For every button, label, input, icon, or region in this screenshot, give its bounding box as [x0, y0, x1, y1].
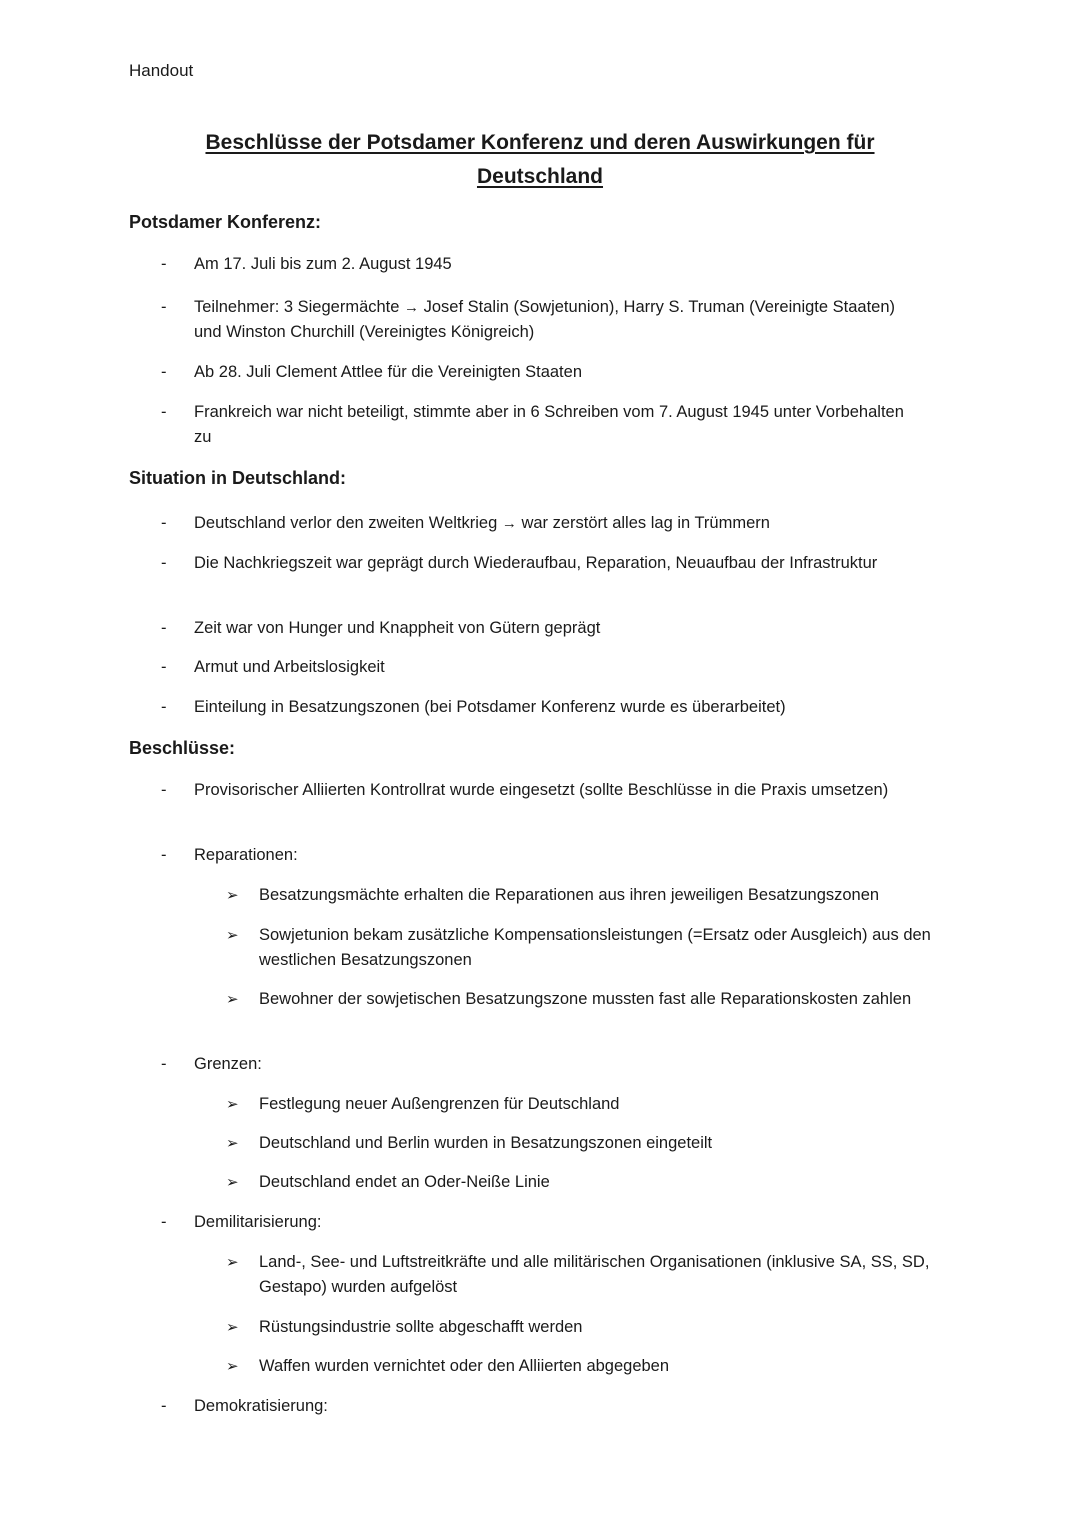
item-text: Land-, See- und Luftstreitkräfte und alle militärischen Organisationen (inklusive SA, SS, SD, Gestapo) wurden aufgelöst — [259, 1253, 930, 1296]
arrow-bullet-icon: ➢ — [226, 1135, 239, 1152]
sub-list-item — [226, 1170, 949, 1195]
list-item — [194, 295, 924, 345]
list-item: - Frankreich war nicht beteiligt, stimmte aber in 6 Schreiben vom 7. August 1945 unter Vorbehalten zu — [194, 400, 924, 450]
list-item-reparationen: - Reparationen: — [194, 843, 924, 868]
list-item-demilitarisierung: - Demilitarisierung: — [194, 1210, 924, 1235]
arrow-bullet-icon: ➢ — [226, 1254, 239, 1271]
section-heading-situation: Situation in Deutschland: — [129, 468, 347, 488]
list-item-grenzen: - Grenzen: — [194, 1052, 924, 1077]
header-label: Handout — [129, 61, 194, 80]
section-heading-potsdamer-konferenz: Potsdamer Konferenz: — [129, 212, 322, 232]
sub-list-item — [226, 987, 949, 1012]
arrow-bullet-icon: ➢ — [226, 927, 239, 944]
sub-list-item — [226, 1250, 949, 1300]
arrow-bullet-icon: ➢ — [226, 1358, 239, 1375]
sub-list-item — [226, 1092, 949, 1117]
item-text: Waffen wurden vernichtet oder den Alliierten abgegeben — [259, 1357, 670, 1375]
item-text: Bewohner der sowjetischen Besatzungszone mussten fast alle Reparationskosten zahlen — [259, 990, 912, 1008]
item-text: Teilnehmer: 3 Siegermächte — [194, 298, 405, 316]
arrow-bullet-icon: ➢ — [226, 1174, 239, 1191]
arrow-bullet-icon: ➢ — [226, 991, 239, 1008]
item-text: Deutschland und Berlin wurden in Besatzungszonen eingeteilt — [259, 1134, 713, 1152]
arrow-bullet-icon: ➢ — [226, 887, 239, 904]
arrow-bullet-icon: ➢ — [226, 1096, 239, 1113]
list-item — [194, 511, 924, 536]
list-item: - Am 17. Juli bis zum 2. August 1945 — [194, 252, 924, 277]
list-item-demokratisierung: - Demokratisierung: — [194, 1394, 924, 1419]
item-text: Besatzungsmächte erhalten die Reparationen aus ihren jeweiligen Besatzungszonen — [259, 886, 880, 904]
list-item: - Ab 28. Juli Clement Attlee für die Vereinigten Staaten — [194, 360, 924, 385]
section-heading-beschluesse: Beschlüsse: — [129, 738, 236, 758]
title-line-1: Beschlüsse der Potsdamer Konferenz und deren Auswirkungen für — [205, 131, 875, 154]
list-item: - Armut und Arbeitslosigkeit — [194, 655, 924, 680]
sub-list-item — [226, 1315, 949, 1340]
item-text: Sowjetunion bekam zusätzliche Kompensationsleistungen (=Ersatz oder Ausgleich) aus den westlichen Besatzungszonen — [259, 926, 931, 969]
sub-list-item — [226, 923, 949, 973]
sub-list-item — [226, 1131, 949, 1156]
sub-list-item — [226, 1354, 949, 1379]
item-text: Deutschland verlor den zweiten Weltkrieg — [194, 514, 502, 532]
right-arrow-icon: → — [404, 299, 420, 316]
item-text: Josef Stalin (Sowjetunion), Harry S. Truman (Vereinigte Staaten) und Winston Churchill (Vereinigtes Königreich) — [194, 298, 896, 341]
item-text: Deutschland endet an Oder-Neiße Linie — [259, 1173, 550, 1191]
item-text: Festlegung neuer Außengrenzen für Deutschland — [259, 1095, 620, 1113]
list-item: - Einteilung in Besatzungszonen (bei Potsdamer Konferenz wurde es überarbeitet) — [194, 695, 924, 720]
item-text: Rüstungsindustrie sollte abgeschafft werden — [259, 1318, 583, 1336]
title-line-2: Deutschland — [476, 165, 604, 188]
arrow-bullet-icon: ➢ — [226, 1319, 239, 1336]
right-arrow-icon: → — [501, 515, 517, 532]
item-text: war zerstört alles lag in Trümmern — [516, 514, 770, 532]
list-item: - Die Nachkriegszeit war geprägt durch Wiederaufbau, Reparation, Neuaufbau der Infrastruktur — [194, 551, 924, 576]
document-title — [150, 126, 930, 194]
list-item: - Zeit war von Hunger und Knappheit von Gütern geprägt — [194, 616, 924, 641]
list-item: - Provisorischer Alliierten Kontrollrat wurde eingesetzt (sollte Beschlüsse in die Praxis umsetzen) — [194, 778, 924, 803]
sub-list-item — [226, 883, 949, 908]
